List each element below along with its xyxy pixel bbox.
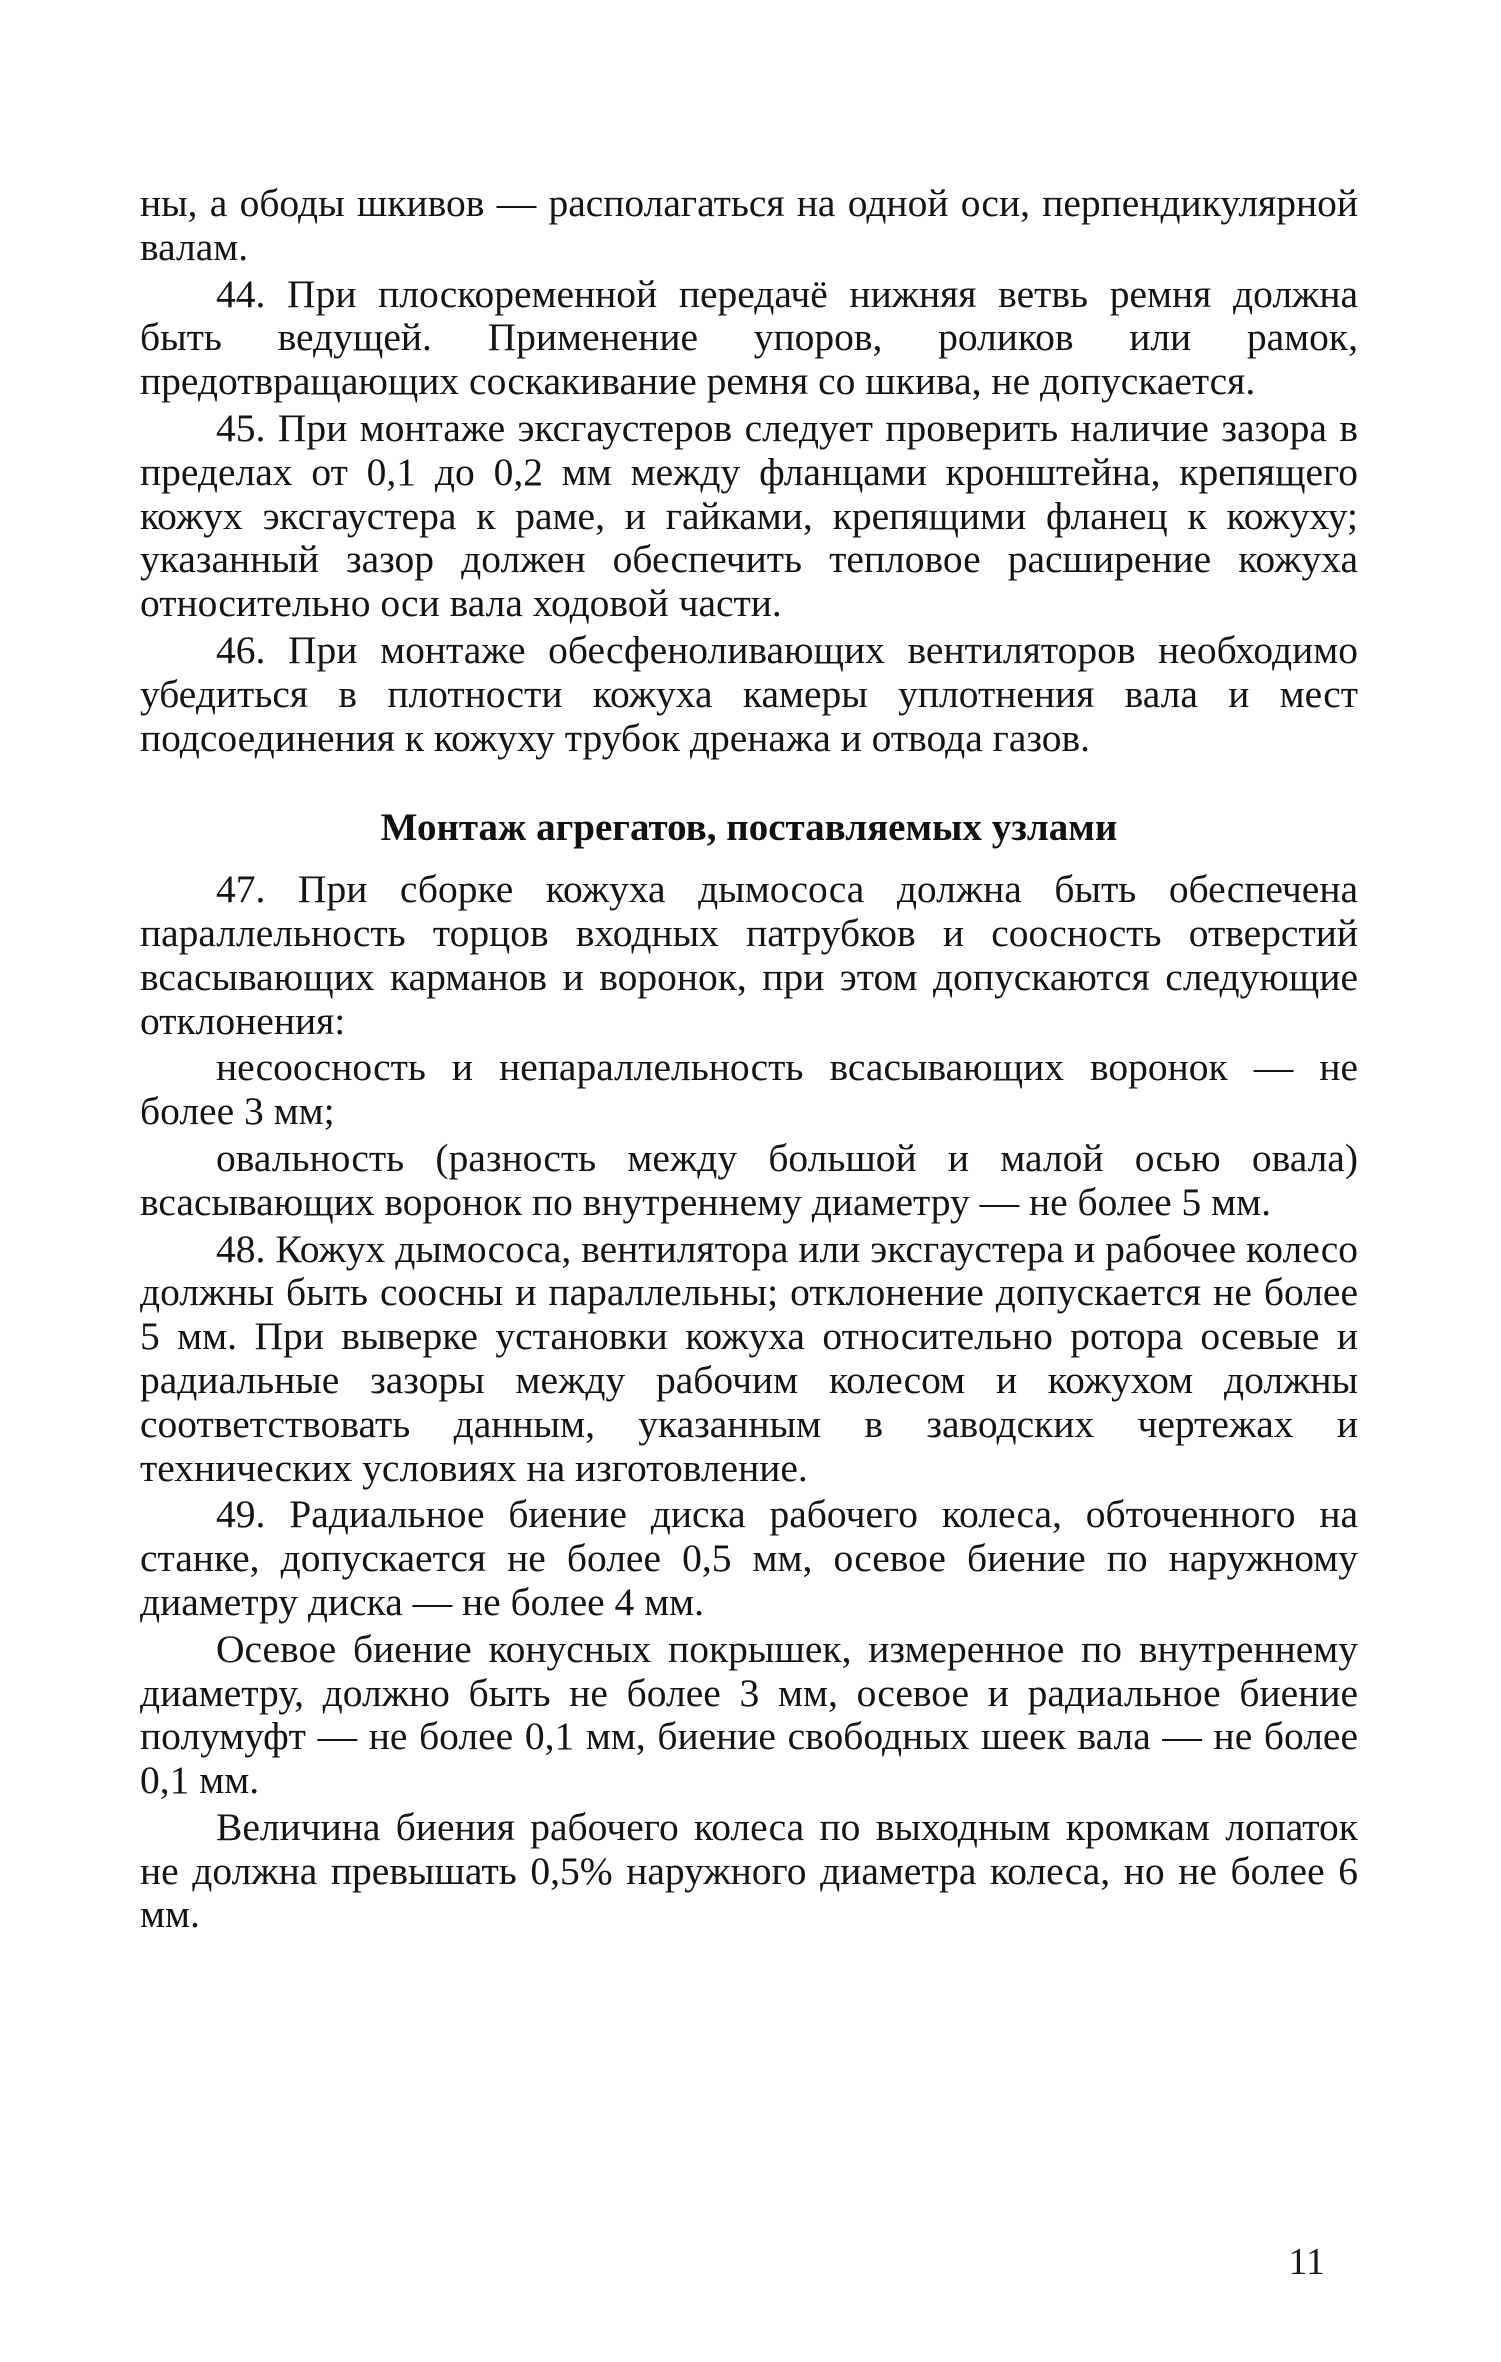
paragraph-continuation: ны, а ободы шкивов — располагаться на одной оси, перпендикулярной валам. — [140, 181, 1358, 269]
paragraph-45: 45. При монтаже эксгаустеров следует проверить наличие зазора в пределах от 0,1 до 0,2 мм между фланцами кронштейна, крепящего кожух эксгаустера к раме, и гайками, крепящими фланец к кожуху; указанный зазор должен обеспечить тепловое расширение кожуха относительно оси вала ходовой части. — [140, 405, 1358, 626]
body-text — [140, 182, 1358, 1937]
paragraph-47-item-1: несоосность и непараллельность всасывающих воронок — не более 3 мм; — [140, 1045, 1358, 1134]
paragraph-44: 44. При плоскоременной передачё нижняя ветвь ремня должна быть ведущей. Применение упоров, роликов или рамок, предотвращающих соскакивание ремня со шкива, не допускается. — [140, 271, 1358, 404]
paragraph-49-axial: Осевое биение конусных покрышек, измеренное по внутреннему диаметру, должно быть не более 3 мм, осевое и радиальное биение полумуфт — не более 0,1 мм, биение свободных шеек вала — не более 0,1 мм. — [140, 1626, 1358, 1803]
paragraph-46: 46. При монтаже обесфеноливающих вентиляторов необходимо убедиться в плотности кожуха камеры уплотнения вала и мест подсоединения к кожуху трубок дренажа и отвода газов. — [140, 627, 1358, 760]
section-heading: Монтаж агрегатов, поставляемых узлами — [380, 806, 1118, 850]
paragraph-49: 49. Радиальное биение диска рабочего колеса, обточенного на станке, допускается не более 0,5 мм, осевое биение по наружному диаметру диска — не более 4 мм. — [140, 1492, 1358, 1624]
paragraph-49-blades: Величина биения рабочего колеса по выходным кромкам лопаток не должна превышать 0,5% наружного диаметра колеса, но не более 6 мм. — [140, 1804, 1358, 1937]
page-number: 11 — [1288, 2241, 1325, 2283]
paragraph-47: 47. При сборке кожуха дымососа должна быть обеспечена параллельность торцов входных патрубков и соосность отверстий всасывающих карманов и воронок, при этом допускаются следующие отклонения: — [140, 867, 1358, 1043]
paragraph-48: 48. Кожух дымососа, вентилятора или эксгаустера и рабочее колесо должны быть соосны и параллельны; отклонение допускается не более 5 мм. При выверке установки кожуха относительно ротора осевые и радиальные зазоры между рабочим колесом и кожухом должны соответствовать данным, указанным в заводских чертежах и технических условиях на изготовление. — [140, 1226, 1358, 1490]
paragraph-47-item-2: овальность (разность между большой и малой осью овала) всасывающих воронок по внутреннему диаметру — не более 5 мм. — [140, 1135, 1358, 1224]
